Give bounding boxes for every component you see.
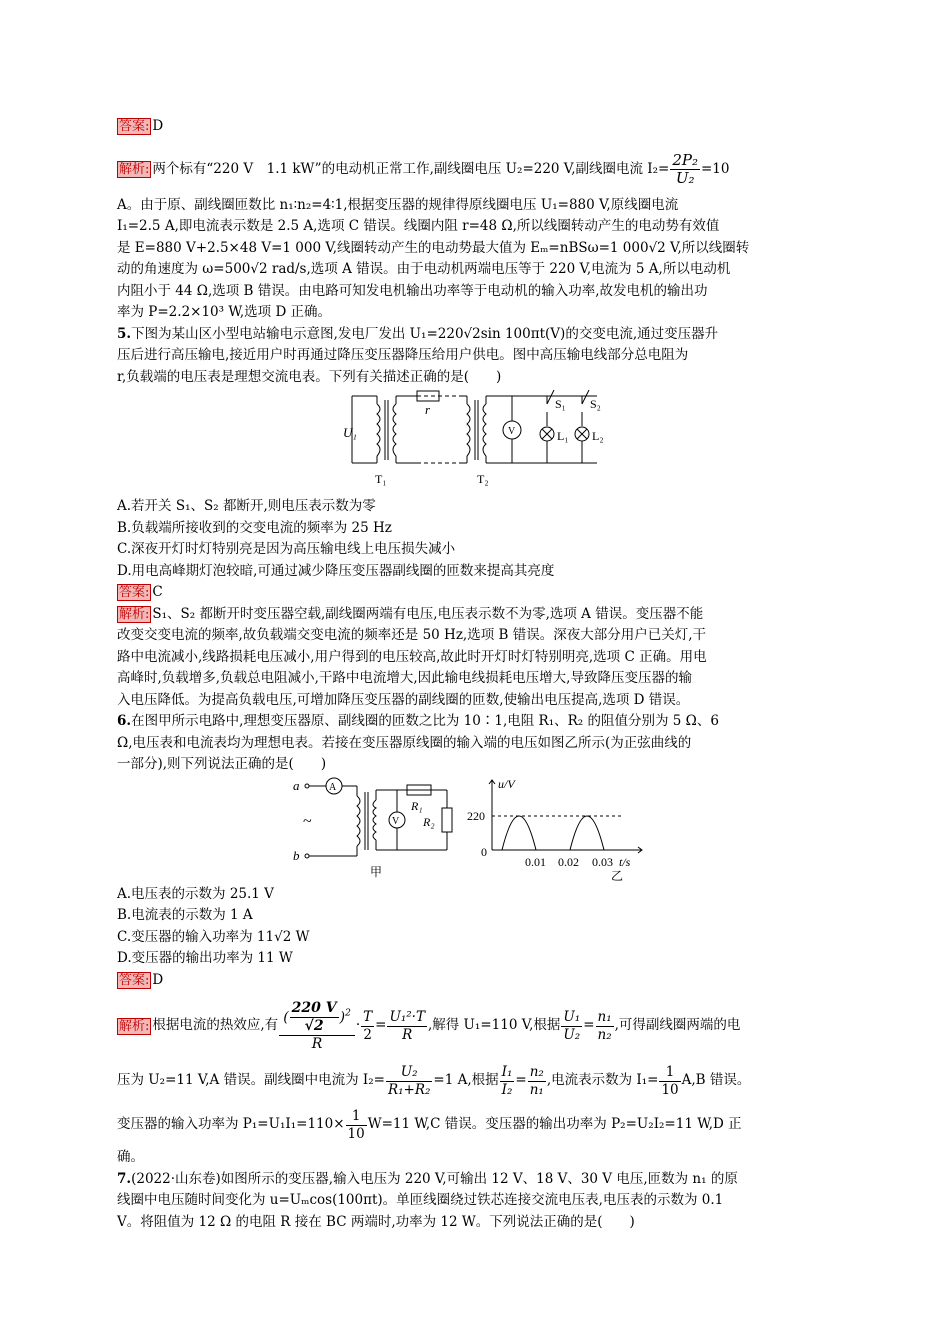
graph-xlabel: t/s — [619, 854, 631, 869]
option-c: C.变压器的输入功率为 11√2 W — [117, 928, 310, 945]
analysis-label: 解析: — [119, 161, 150, 177]
graph-x-tick: 0.02 — [558, 854, 579, 869]
analysis-label: 解析: — [119, 606, 150, 622]
question-text: 在图甲所示电路中,理想变压器原、副线圈的匝数之比为 10∶1,电阻 R₁、R₂ 的阻值分别为 5 Ω、6 — [131, 713, 719, 729]
voltmeter-label: V — [392, 815, 400, 827]
answer-line — [117, 970, 839, 992]
analysis-text: ,电流表示数为 I₁= — [546, 1072, 659, 1089]
analysis-line — [117, 1103, 839, 1147]
answer-label: 答案: — [119, 972, 150, 988]
question-5-line: 压后进行高压输电,接近用户时再通过降压变压器降压给用户供电。图中高压输电线部分总电阻为 — [117, 347, 689, 363]
question-7-line: V。将阻值为 12 Ω 的电阻 R 接在 BC 两端时,功率为 12 W。下列说法正确的是( ) — [117, 1213, 635, 1230]
answer-line — [117, 582, 839, 604]
graph-origin: 0 — [481, 844, 487, 859]
answer-label: 答案: — [119, 585, 150, 600]
question-6-line: 一部分),则下列说法正确的是( ) — [117, 756, 327, 772]
analysis-line: A。由于原、副线圈匝数比 n₁∶n₂=4∶1,根据变压器的规律得原线圈电压 U₁=880 V,原线圈电流 — [117, 196, 679, 213]
analysis-line — [117, 604, 839, 626]
option-b: B.负载端所接收到的交变电流的频率为 25 Hz — [117, 519, 392, 536]
answer-line — [117, 116, 839, 138]
question-5-line — [117, 324, 839, 346]
fig-label-a: a — [293, 777, 300, 793]
analysis-line: 路中电流减小,线路损耗电压减小,用户得到的电压较高,故此时开灯时灯特别明亮,选项 C 正确。用电 — [117, 648, 707, 665]
analysis-line: 动的角速度为 ω=500√2 rad/s,选项 A 错误。由于电动机两端电压等于 220 V,电流为 5 A,所以电动机 — [117, 261, 731, 277]
fig-label-s2: S₂ — [590, 397, 601, 411]
analysis-text: ,解得 U₁=110 V,根据 — [427, 1017, 561, 1034]
option-a: A.若开关 S₁、S₂ 都断开,则电压表示数为零 — [117, 498, 376, 514]
fig-label-v: V — [508, 426, 516, 437]
analysis-line: 高峰时,负载增多,负载总电阻减小,干路中电流增大,因此输电线损耗电压增大,导致降压变压器的输 — [117, 670, 692, 686]
question-6-line — [117, 711, 839, 733]
answer-label: 答案: — [119, 119, 150, 134]
fraction: $\frac{220 V}{√2}$ — [291, 999, 337, 1034]
question-number: 7. — [117, 1170, 132, 1187]
question-text: 下图为某山区小型电站输电示意图,发电厂发出 U₁=220√2sin 100πt(V)的交变电流,通过变压器升 — [131, 325, 719, 342]
fig-caption-yi: 乙 — [611, 868, 624, 883]
option-c: C.深夜开灯时灯特别亮是因为高压输电线上电压损失减小 — [117, 541, 456, 557]
analysis-text: A,B 错误。 — [681, 1072, 751, 1089]
fig-label-s1: S₁ — [555, 397, 566, 411]
analysis-text: 根据电流的热效应,有 — [152, 1017, 279, 1034]
analysis-text: 变压器的输入功率为 P₁=U₁I₁=110× — [117, 1116, 345, 1133]
question-number: 6. — [117, 713, 132, 729]
analysis-text: =1 A,根据 — [433, 1072, 499, 1089]
fig-label-u1: U₁ — [343, 425, 357, 440]
ammeter-label: A — [329, 781, 337, 793]
question-number: 5. — [117, 325, 132, 342]
fraction: $\frac{\text{U₁²·T}}{R}$ — [389, 1008, 425, 1043]
fig-label-b: b — [293, 847, 300, 863]
analysis-text: 压为 U₂=11 V,A 错误。副线圈中电流为 I₂= — [117, 1072, 385, 1089]
option-d: D.变压器的输出功率为 11 W — [117, 950, 293, 966]
document-page — [117, 112, 839, 1233]
ac-source-icon: ~ — [303, 812, 312, 830]
answer-value: C — [152, 584, 163, 600]
analysis-line: 内阻小于 44 Ω,选项 B 错误。由电路可知发电机输出功率等于电动机的输入功率,故发电机的输出功 — [117, 282, 708, 299]
question-5-line: r,负载端的电压表是理想交流电表。下列有关描述正确的是( ) — [117, 368, 502, 385]
analysis-line: 压为 U₂=11 V,A 错误。副线圈中电流为 I₂= $\frac{\text{U₂}}{\text{R₁+R₂}}$ =1 A,根据 $\frac{\text{I₁}}{\text{I₂}}$ = $\frac{\text{n₂}}{\text{n₁}}$ ,电流表示数为 I₁= $\frac{1}{10}$ A,B 错误。 — [117, 1063, 751, 1098]
question-text: (2022·山东卷)如图所示的变压器,输入电压为 220 V,可输出 12 V、18 V、30 V 电压,匝数为 n₁ 的原 — [131, 1170, 738, 1187]
graph-x-tick: 0.01 — [525, 854, 546, 869]
analysis-line — [117, 152, 839, 187]
analysis-line: 入电压降低。为提高负载电压,可增加降压变压器的副线圈的匝数,使输出电压提高,选项 D 错误。 — [117, 691, 690, 708]
option-a: A.电压表的示数为 25.1 V — [117, 885, 274, 902]
fig-label-t1: T₁ — [375, 472, 387, 486]
analysis-line: 确。 — [117, 1149, 144, 1165]
analysis-line: I₁=2.5 A,即电流表示数是 2.5 A,选项 C 错误。线圈内阻 r=48 Ω,所以线圈转动产生的电动势有效值 — [117, 218, 720, 234]
analysis-line: 率为 P=2.2×10³ W,选项 D 正确。 — [117, 304, 332, 320]
fraction: $\frac{1}{10}$ — [661, 1063, 679, 1098]
fig-label-l1: L₁ — [557, 429, 569, 443]
graph-y-tick: 220 — [467, 808, 485, 823]
analysis-text: = — [375, 1017, 387, 1034]
fraction: $\frac{\text{n₁}}{\text{n₂}}$ — [597, 1008, 612, 1043]
fraction: $\frac{1}{10}$ — [347, 1107, 365, 1142]
answer-value: D — [152, 971, 164, 988]
fig-label-r2: R₂ — [423, 814, 435, 829]
fraction: $\frac{\text{2P₂}}{\text{U₂}}$ — [672, 150, 698, 187]
fraction: $\frac{\text{U₂}}{\text{R₁+R₂}}$ — [387, 1063, 431, 1098]
answer-value: D — [152, 118, 164, 134]
transmission-circuit-figure — [117, 388, 839, 498]
analysis-line: 是 E=880 V+2.5×48 V=1 000 V,线圈转动产生的电动势最大值为 Eₘ=nBSω=1 000√2 V,所以线圈转 — [117, 239, 750, 256]
question-7-line: 线圈中电压随时间变化为 u=Uₘcos(100πt)。单匝线圈绕过铁芯连接交流电压表,电压表的示数为 0.1 — [117, 1192, 724, 1208]
fig-label-r: r — [425, 402, 431, 417]
analysis-label: 解析: — [119, 1018, 150, 1034]
analysis-text: W=11 W,C 错误。变压器的输出功率为 P₂=U₂I₂=11 W,D 正 — [367, 1116, 742, 1133]
question-6-line: Ω,电压表和电流表均为理想电表。若接在变压器原线圈的输入端的电压如图乙所示(为正弦曲线的 — [117, 734, 692, 751]
fraction: $\frac{\text{I₁}}{\text{I₂}}$ — [501, 1063, 513, 1098]
option-d: D.用电高峰期灯泡较暗,可通过减少降压变压器副线圈的匝数来提高其亮度 — [117, 562, 555, 579]
transformer-circuit-figure — [117, 776, 839, 886]
analysis-text: S₁、S₂ 都断开时变压器空载,副线圈两端有电压,电压表示数不为零,选项 A 错误。变压器不能 — [152, 605, 704, 622]
analysis-line: 解析: 根据电流的热效应,有 ( $\frac{220 V}{√2}$ )$^2$ R · $\frac{T}{2}$ = $\frac{\text{U₁²·T}}{R}$ ,解得 U₁=110 V,根据 $\frac{\text{U₁}}{\text{U₂}}$ = $\frac{\text{n₁}}{\text{n₂}}$ ,可得副线圈两端的电 — [119, 999, 741, 1052]
analysis-line: 改变交变电流的频率,故负载端交变电流的频率还是 50 Hz,选项 B 错误。深夜大部分用户已关灯,干 — [117, 627, 707, 643]
question-7-line — [117, 1169, 839, 1191]
fraction: $\frac{\text{n₂}}{\text{n₁}}$ — [529, 1063, 544, 1098]
analysis-text: ,可得副线圈两端的电 — [614, 1017, 741, 1034]
graph-x-tick: 0.03 — [592, 854, 613, 869]
fraction: ( $\frac{220 V}{√2}$ )$^2$ R — [279, 1000, 355, 1053]
analysis-text: =10 — [701, 160, 730, 177]
fraction: $\frac{T}{2}$ — [363, 1008, 373, 1043]
fraction: $\frac{\text{U₁}}{\text{U₂}}$ — [563, 1008, 581, 1043]
fig-label-l2: L₂ — [592, 429, 604, 443]
graph-ylabel: u/V — [498, 776, 515, 791]
fig-label-r1: R₁ — [411, 798, 423, 813]
fig-label-t2: T₂ — [477, 472, 489, 486]
analysis-text: 两个标有“220 V 1.1 kW”的电动机正常工作,副线圈电压 U₂=220 V,副线圈电流 I₂= — [152, 160, 670, 177]
fig-caption-jia: 甲 — [370, 864, 383, 879]
option-b: B.电流表的示数为 1 A — [117, 907, 253, 923]
